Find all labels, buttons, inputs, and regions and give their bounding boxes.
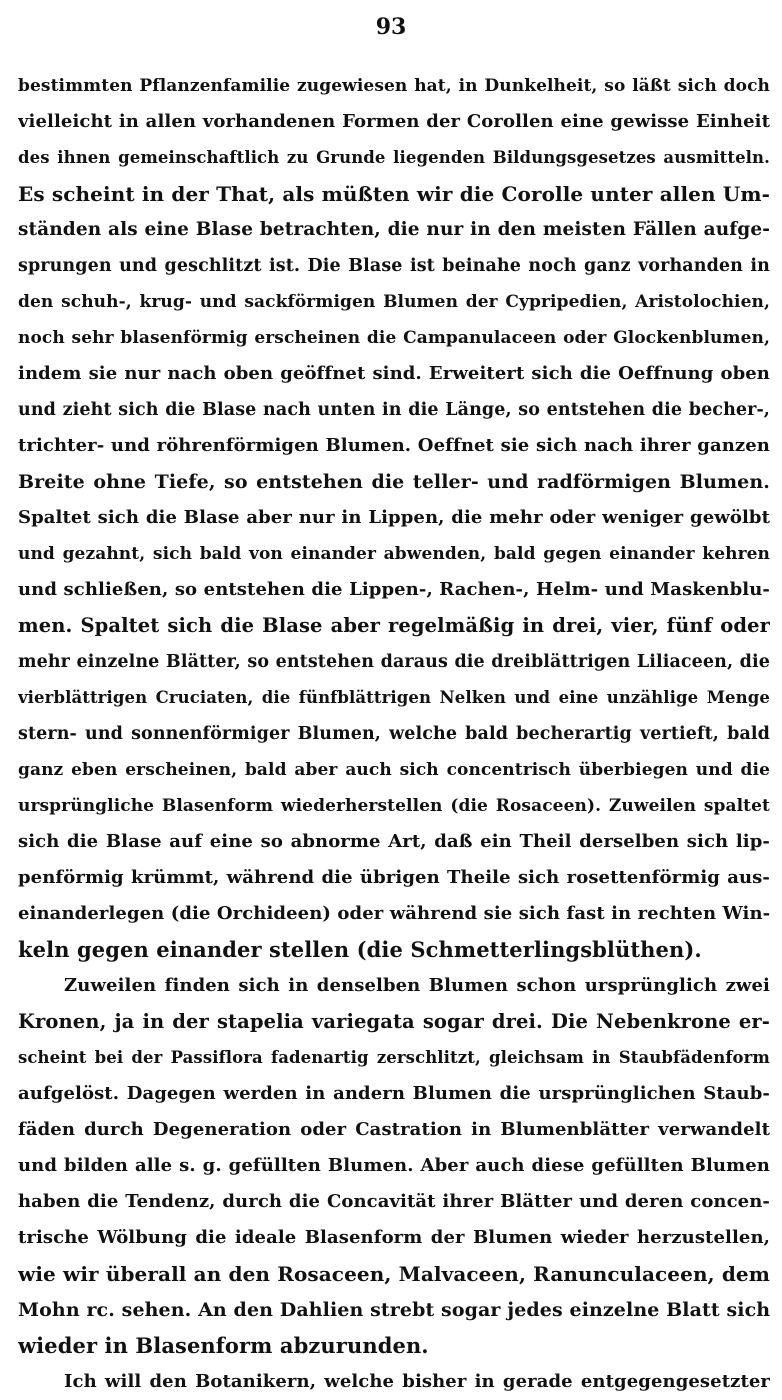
- text-line: Mohn rc. sehen. An den Dahlien strebt sogar jedes einzelne Blatt sich: [18, 1299, 770, 1321]
- text-line: den schuh-, krug- und sackförmigen Blumen der Cypripedien, Aristolochien,: [18, 292, 770, 312]
- text-line: trichter- und röhrenförmigen Blumen. Oeffnet sie sich nach ihrer ganzen: [18, 435, 770, 456]
- text-line: mehr einzelne Blätter, so entstehen daraus die dreiblättrigen Liliaceen, die: [18, 652, 770, 672]
- text-line: trische Wölbung die ideale Blasenform der Blumen wieder herzustellen,: [18, 1227, 770, 1248]
- text-line: noch sehr blasenförmig erscheinen die Campanulaceen oder Glockenblumen,: [18, 328, 770, 348]
- text-line: scheint bei der Passiflora fadenartig zerschlitzt, gleichsam in Staubfädenform: [18, 1048, 770, 1067]
- text-line: stern- und sonnenförmiger Blumen, welche bald becherartig vertieft, bald: [18, 724, 770, 744]
- text-line: fäden durch Degeneration oder Castration in Blumenblätter verwandelt: [18, 1119, 770, 1140]
- text-line: ständen als eine Blase betrachten, die nur in den meisten Fällen aufge-: [18, 219, 770, 240]
- text-line: und gezahnt, sich bald von einander abwenden, bald gegen einander kehren: [18, 544, 770, 564]
- text-line: aufgelöst. Dagegen werden in andern Blumen die ursprünglichen Staub-: [18, 1083, 770, 1104]
- text-line: und bilden alle s. g. gefüllten Blumen. Aber auch diese gefüllten Blumen: [18, 1155, 770, 1176]
- text-line: penförmig krümmt, während die übrigen Theile sich rosettenförmig aus-: [18, 867, 770, 888]
- text-line: keln gegen einander stellen (die Schmetterlingsblüthen).: [18, 937, 702, 962]
- text-line: Zuweilen finden sich in denselben Blumen schon ursprünglich zwei: [64, 975, 770, 996]
- text-line: einanderlegen (die Orchideen) oder während sie sich fast in rechten Win-: [18, 903, 770, 924]
- text-line: und schließen, so entstehen die Lippen-, Rachen-, Helm- und Maskenblu-: [18, 579, 770, 600]
- body-text: [18, 68, 770, 1400]
- text-line: indem sie nur nach oben geöffnet sind. Erweitert sich die Oeffnung oben: [18, 363, 770, 384]
- text-line: vielleicht in allen vorhandenen Formen der Corollen eine gewisse Einheit: [18, 111, 770, 132]
- text-line: sprungen und geschlitzt ist. Die Blase ist beinahe noch ganz vorhanden in: [18, 256, 770, 276]
- text-line: und zieht sich die Blase nach unten in die Länge, so entstehen die becher-,: [18, 400, 770, 420]
- text-line: Es scheint in der That, als müßten wir die Corolle unter allen Um-: [18, 182, 770, 206]
- text-line: men. Spaltet sich die Blase aber regelmäßig in drei, vier, fünf oder: [18, 614, 770, 637]
- text-line: vierblättrigen Cruciaten, die fünfblättrigen Nelken und eine unzählige Menge: [18, 688, 770, 707]
- text-line: ganz eben erscheinen, bald aber auch sich concentrisch überbiegen und die: [18, 760, 770, 780]
- text-line: des ihnen gemeinschaftlich zu Grunde liegenden Bildungsgesetzes ausmitteln.: [18, 148, 770, 167]
- text-line: bestimmten Pflanzenfamilie zugewiesen hat, in Dunkelheit, so läßt sich doch: [18, 76, 770, 96]
- text-line: sich die Blase auf eine so abnorme Art, daß ein Theil derselben sich lip-: [18, 831, 770, 852]
- text-line: haben die Tendenz, durch die Concavität ihrer Blätter und deren concen-: [18, 1191, 770, 1212]
- text-line: Kronen, ja in der stapelia variegata sogar drei. Die Nebenkrone er-: [18, 1010, 770, 1033]
- text-line: wieder in Blasenform abzurunden.: [18, 1333, 429, 1358]
- text-line: wie wir überall an den Rosaceen, Malvaceen, Ranunculaceen, dem: [18, 1262, 770, 1286]
- text-line: Spaltet sich die Blase aber nur in Lippen, die mehr oder weniger gewölbt: [18, 507, 770, 528]
- text-line: Breite ohne Tiefe, so entstehen die teller- und radförmigen Blumen.: [18, 471, 770, 493]
- page-number: 93: [375, 14, 407, 40]
- text-line: Ich will den Botanikern, welche bisher in gerade entgegengesetzter: [64, 1371, 770, 1392]
- text-line: ursprüngliche Blasenform wiederherstellen (die Rosaceen). Zuweilen spaltet: [18, 796, 770, 816]
